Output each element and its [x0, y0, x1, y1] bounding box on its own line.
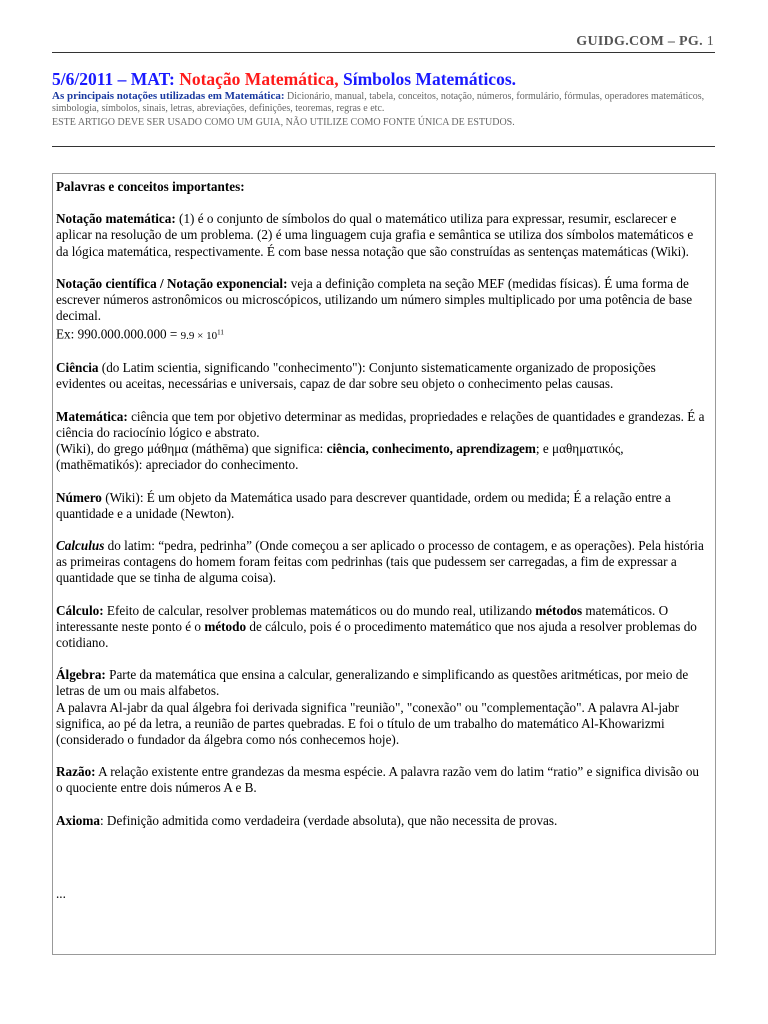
title-part2: Símbolos Matemáticos. — [342, 69, 517, 89]
example-formula — [181, 330, 224, 342]
def-calculo-c: de cálculo, pois é o procedimento matemático que nos ajuda a resolver problemas do cotidiano. — [56, 618, 697, 650]
term-numero: Número — [56, 489, 102, 505]
calculo-bold-metodos: métodos — [535, 602, 583, 618]
term-notacao: Notação matemática: — [56, 211, 176, 227]
running-head — [576, 34, 714, 50]
term-cientifica: Notação científica / Notação exponencial: — [56, 275, 288, 291]
entry-calculus — [56, 538, 708, 587]
warning-note: ESTE ARTIGO DEVE SER USADO COMO UM GUIA, NÃO UTILIZE COMO FONTE ÚNICA DE ESTUDOS. — [52, 117, 515, 128]
entry-matematica — [56, 409, 708, 474]
def-calculus: do latim: “pedra, pedrinha” (Onde começou a ser aplicado o processo de contagem, e as operações). Pela história as primeiras contagens do homem foram feitas com pedrinhas (tais que pudessem ser carregadas, a fim de expressar a quantidade que se tinha de alguma coisa). — [56, 537, 704, 586]
entry-axioma — [56, 813, 708, 829]
term-razao: Razão: — [56, 764, 96, 780]
entry-razao — [56, 764, 708, 796]
header-rule-bottom — [52, 146, 715, 147]
def-numero: (Wiki): É um objeto da Matemática usado para descrever quantidade, ordem ou medida; É a relação entre a quantidade e a unidade (Newton). — [56, 489, 671, 521]
entry-cientifica — [56, 276, 708, 344]
wiki-matematica-b: ; e μαθηματικός, (mathēmatikós): apreciador do conhecimento. — [56, 441, 624, 473]
term-axioma: Axioma — [56, 812, 100, 828]
def-ciencia: (do Latim scientia, significando "conhecimento"): Conjunto sistematicamente organizado de proposições evidentes ou aceitas, necessárias e universais, capaz de dar sobre seu objeto o conhecimento pelas causas. — [56, 360, 656, 392]
box-heading: Palavras e conceitos importantes: — [56, 179, 245, 194]
title-date: 5/6/2011 – MAT: — [52, 69, 175, 89]
term-matematica: Matemática: — [56, 408, 128, 424]
example-mantissa: 9.9 × 10 — [180, 330, 218, 343]
entry-notacao — [56, 211, 708, 260]
term-calculo: Cálculo: — [56, 602, 104, 618]
page-title — [52, 69, 516, 90]
def-notacao: (1) é o conjunto de símbolos do qual o matemático utiliza para expressar, resumir, esclarecer e aplicar na resolução de um problema. (2) é uma linguagem cuja grafia e semântica se utiliza dos símbolos matemáticos e da lógica matemática, respectivamente. É com base nessa notação que são construídas as sentenças matemáticas (Wiki). — [56, 211, 694, 259]
term-calculus: Calculus — [56, 537, 105, 553]
def-axioma: : Definição admitida como verdadeira (verdade absoluta), que não necessita de provas. — [99, 812, 558, 828]
concepts-box — [52, 173, 716, 955]
def-calculo-b: matemáticos. O interessante neste ponto é o — [56, 602, 669, 634]
def-calculo-a: Efeito de calcular, resolver problemas matemáticos ou do mundo real, utilizando — [103, 602, 536, 618]
def-matematica: ciência que tem por objetivo determinar as medidas, propriedades e relações de quantidades e grandezas. É a ciência do raciocínio lógico e abstrato. — [56, 408, 705, 440]
site-name: GUIDG.COM – PG. — [576, 34, 703, 49]
page-number: 1 — [706, 34, 714, 49]
term-algebra: Álgebra: — [56, 667, 106, 683]
def-algebra-2: A palavra Al-jabr da qual álgebra foi derivada significa "reunião", "conexão" ou "complementação". A palavra Al-jabr significa, ao pé da letra, a reunião de partes quebradas. E foi o título de um trabalho do matemático Al-Khowarizmi (considerado o fundador da álgebra como nós conhecemos hoje). — [56, 699, 679, 747]
calculo-bold-metodo: método — [204, 618, 247, 634]
wiki-matematica-bold: ciência, conhecimento, aprendizagem — [326, 441, 536, 457]
entry-ciencia — [56, 360, 708, 392]
entry-calculo — [56, 603, 708, 652]
entry-numero — [56, 490, 708, 522]
subtitle-lead: As principais notações utilizadas em Matemática: — [52, 90, 285, 102]
def-razao: A relação existente entre grandezas da mesma espécie. A palavra razão vem do latim “ratio” e significa divisão ou o quociente entre dois números A e B. — [56, 764, 700, 796]
example-exponent: 11 — [217, 328, 224, 337]
def-cientifica: veja a definição completa na seção MEF (medidas físicas). É uma forma de escrever números astronômicos ou microscópicos, utilizando um número simples multiplicado por uma potência de base decimal. — [56, 275, 693, 324]
subtitle — [52, 91, 716, 114]
header-rule-top — [52, 52, 715, 53]
continuation-ellipsis: ... — [56, 886, 66, 901]
term-ciencia: Ciência — [56, 360, 99, 376]
entry-algebra — [56, 667, 708, 748]
subtitle-keywords: Dicionário, manual, tabela, conceitos, notação, números, formulário, fórmulas, operadores matemáticos, simbologia, símbolos, sinais, letras, abreviações, definições, teoremas, regras e etc. — [52, 91, 705, 114]
example-prefix: Ex: 990.000.000.000 = — [56, 327, 181, 343]
title-part1: Notação Matemática, — [179, 69, 339, 89]
def-algebra: Parte da matemática que ensina a calcular, generalizando e simplificando as questões aritméticas, por meio de letras de um ou mais alfabetos. — [56, 667, 689, 699]
wiki-matematica-a: (Wiki), do grego μάθημα (máthēma) que significa: — [56, 441, 327, 457]
